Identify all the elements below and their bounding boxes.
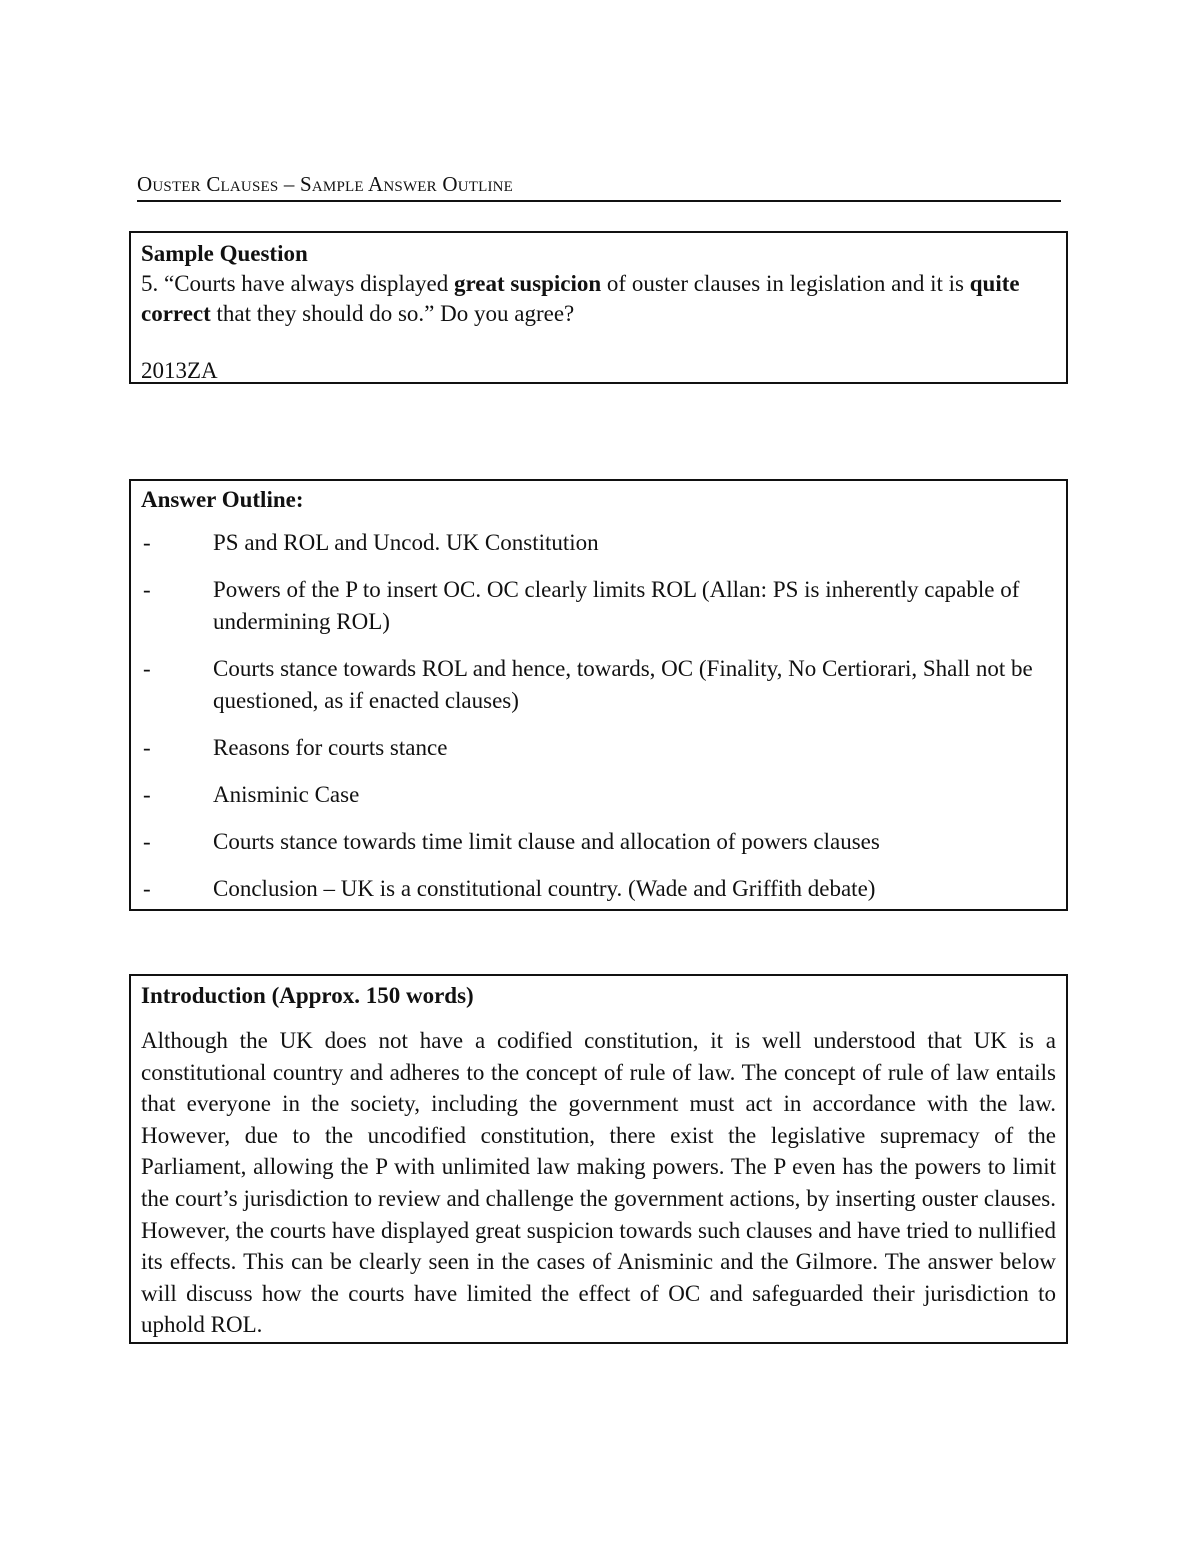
list-item xyxy=(141,826,1056,858)
page-title: Ouster Clauses – Sample Answer Outline xyxy=(137,172,1061,202)
list-item-text: Conclusion – UK is a constitutional country. (Wade and Griffith debate) xyxy=(213,876,876,901)
list-dash: - xyxy=(143,782,151,807)
list-item-text: Anisminic Case xyxy=(213,782,360,807)
outline-list xyxy=(141,527,1056,905)
list-dash: - xyxy=(143,656,151,681)
introduction-box xyxy=(129,974,1068,1344)
question-middle: of ouster clauses in legislation and it is xyxy=(601,271,970,296)
list-dash: - xyxy=(143,735,151,760)
answer-outline-title: Answer Outline: xyxy=(141,487,304,512)
list-item xyxy=(141,574,1056,638)
question-suffix: that they should do so.” Do you agree? xyxy=(210,301,575,326)
list-item-text: Reasons for courts stance xyxy=(213,735,448,760)
list-item xyxy=(141,527,1056,559)
question-emphasis-2: quite correct xyxy=(141,271,1020,326)
list-dash: - xyxy=(143,876,151,901)
answer-outline-box xyxy=(129,479,1068,911)
list-item-text: PS and ROL and Uncod. UK Constitution xyxy=(213,530,599,555)
sample-question-text xyxy=(141,269,1056,329)
introduction-paragraph: Although the UK does not have a codified constitution, it is well understood that UK is a constitutional country and adheres to the concept of rule of law. The concept of rule of law entails that everyone in the society, including the government must act in accordance with the law. However, due to the uncodified constitution, there exist the legislative supremacy of the Parliament, allowing the P with unlimited law making powers. The P even has the powers to limit the court’s jurisdiction to review and challenge the government actions, by inserting ouster clauses. However, the courts have displayed great suspicion towards such clauses and have tried to nullified its effects. This can be clearly seen in the cases of Anisminic and the Gilmore. The answer below will discuss how the courts have limited the effect of OC and safeguarded their jurisdiction to uphold ROL. xyxy=(141,1028,1056,1338)
list-item-text: Powers of the P to insert OC. OC clearly limits ROL (Allan: PS is inherently capable of undermining ROL) xyxy=(213,577,1020,634)
list-dash: - xyxy=(143,577,151,602)
list-dash: - xyxy=(143,530,151,555)
list-item-text: Courts stance towards time limit clause and allocation of powers clauses xyxy=(213,829,880,854)
list-dash: - xyxy=(143,829,151,854)
question-prefix: 5. “Courts have always displayed xyxy=(141,271,454,296)
list-item xyxy=(141,873,1056,905)
sample-question-box xyxy=(129,231,1068,384)
list-item xyxy=(141,779,1056,811)
sample-question-title: Sample Question xyxy=(141,241,308,266)
question-emphasis-1: great suspicion xyxy=(453,271,602,296)
question-code: 2013ZA xyxy=(141,358,218,383)
list-item-text: Courts stance towards ROL and hence, towards, OC (Finality, No Certiorari, Shall not be questioned, as if enacted clauses) xyxy=(213,656,1033,713)
introduction-title: Introduction (Approx. 150 words) xyxy=(141,983,474,1008)
list-item xyxy=(141,653,1056,717)
list-item xyxy=(141,732,1056,764)
